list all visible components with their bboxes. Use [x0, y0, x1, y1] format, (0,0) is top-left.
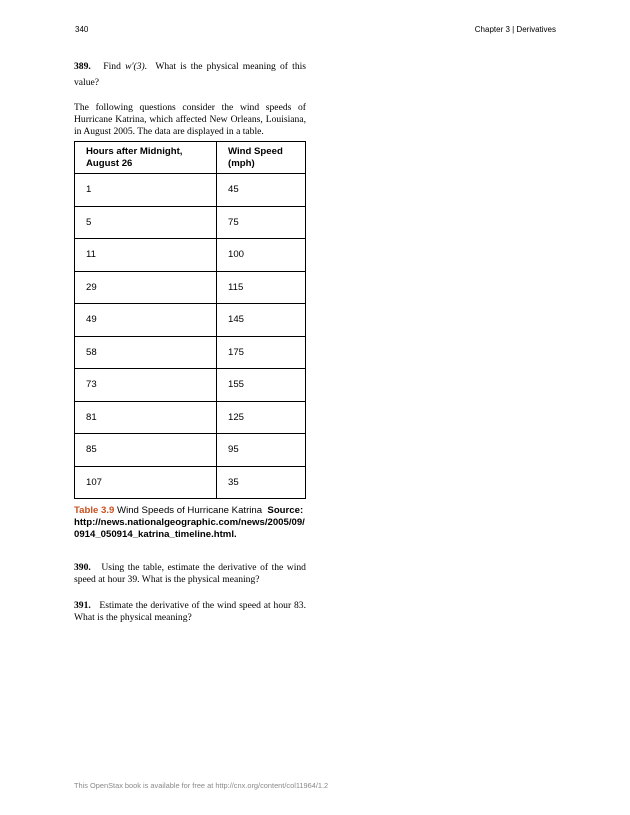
table-cell: 49	[75, 304, 217, 337]
table-cell: 58	[75, 336, 217, 369]
exercise-number: 390.	[74, 562, 91, 573]
table-cell: 100	[217, 239, 306, 272]
table-row	[75, 466, 306, 499]
caption-title: Wind Speeds of Hurricane Katrina	[117, 505, 263, 516]
exercise-number: 389.	[74, 61, 91, 72]
exercise-text: Using the table, estimate the derivative of the wind speed at hour 39. What is the physical meaning?	[74, 562, 306, 585]
table-cell: 107	[75, 466, 217, 499]
exercise-text: What is the physical meaning of this value?	[74, 61, 307, 88]
intro-paragraph: The following questions consider the wind speeds of Hurricane Katrina, which affected New Orleans, Louisiana, in August 2005. The data are displayed in a table.	[74, 102, 306, 137]
caption-source-url: http://news.nationalgeographic.com/news/2005/09/0914_050914_katrina_timeline.html.	[74, 517, 305, 540]
table-cell: 73	[75, 369, 217, 402]
table-cell: 85	[75, 434, 217, 467]
exercise-389	[74, 59, 306, 91]
table-cell: 5	[75, 206, 217, 239]
exercise-390	[74, 562, 306, 586]
table-cell: 35	[217, 466, 306, 499]
table-row	[75, 336, 306, 369]
exercise-text: Estimate the derivative of the wind speed at hour 83. What is the physical meaning?	[74, 600, 306, 623]
table-caption	[74, 505, 306, 541]
caption-source-label: Source:	[267, 505, 304, 516]
table-header-row	[75, 142, 306, 174]
table-row	[75, 239, 306, 272]
table-cell: 81	[75, 401, 217, 434]
table-cell: 175	[217, 336, 306, 369]
table-row	[75, 206, 306, 239]
caption-number: Table 3.9	[74, 505, 115, 516]
wind-speed-table	[74, 141, 306, 499]
table-cell: 29	[75, 271, 217, 304]
table-row	[75, 174, 306, 207]
table-row	[75, 401, 306, 434]
table-cell: 95	[217, 434, 306, 467]
column-header-hours: Hours after Midnight, August 26	[75, 142, 217, 174]
math-expression: w′(3).	[125, 61, 148, 72]
table-cell: 45	[217, 174, 306, 207]
exercise-text: Find	[103, 61, 121, 72]
table-cell: 115	[217, 271, 306, 304]
exercise-number: 391.	[74, 600, 91, 611]
table-cell: 125	[217, 401, 306, 434]
table-cell: 1	[75, 174, 217, 207]
table-row	[75, 271, 306, 304]
chapter-title: Chapter 3 | Derivatives	[474, 25, 556, 34]
table-cell: 75	[217, 206, 306, 239]
footer-note: This OpenStax book is available for free at http://cnx.org/content/col11964/1.2	[74, 781, 329, 790]
column-header-wind-speed: Wind Speed (mph)	[217, 142, 306, 174]
table-row	[75, 369, 306, 402]
exercise-391	[74, 600, 306, 624]
table-row	[75, 304, 306, 337]
table-cell: 145	[217, 304, 306, 337]
table-row	[75, 434, 306, 467]
table-cell: 11	[75, 239, 217, 272]
page-number: 340	[75, 25, 89, 34]
table-cell: 155	[217, 369, 306, 402]
